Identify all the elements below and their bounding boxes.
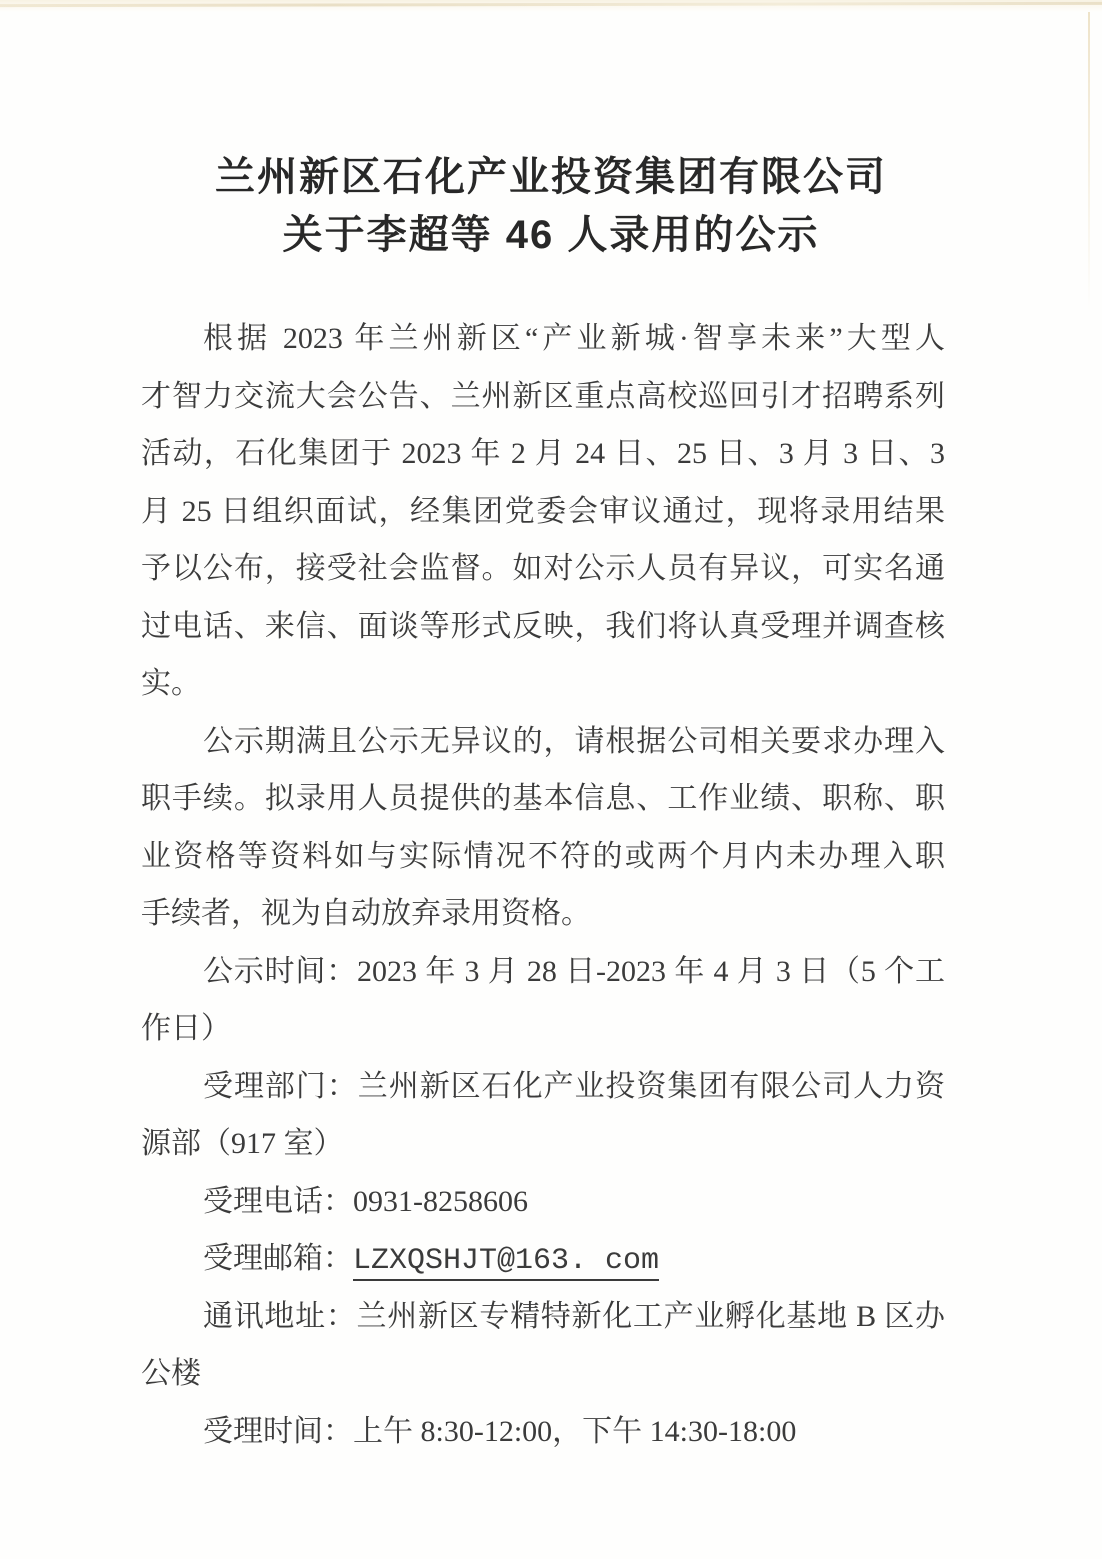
notice-period-line: 公示时间：2023 年 3 月 28 日-2023 年 4 月 3 日（5 个工 bbox=[203, 954, 945, 988]
accepting-department-line: 受理部门：兰州新区石化产业投资集团有限公司人力资 bbox=[203, 1069, 945, 1103]
paragraph1-line: 予以公布，接受社会监督。如对公示人员有异议，可实名通 bbox=[141, 552, 945, 585]
office-hours-line: 受理时间：上午 8:30-12:00，下午 14:30-18:00 bbox=[203, 1414, 797, 1448]
phone-line: 受理电话：0931-8258606 bbox=[203, 1184, 528, 1218]
email-address: LZXQSHJT@163. com bbox=[353, 1244, 659, 1281]
paragraph1-line: 根据 2023 年兰州新区“产业新城·智享未来”大型人 bbox=[203, 322, 945, 355]
paragraph1-line: 活动，石化集团于 2023 年 2 月 24 日、25 日、3 月 3 日、3 bbox=[141, 437, 945, 470]
email-line bbox=[141, 1230, 945, 1288]
address-line: 通讯地址：兰州新区专精特新化工产业孵化基地 B 区办 bbox=[203, 1299, 945, 1333]
paragraph1-line: 过电话、来信、面谈等形式反映，我们将认真受理并调查核 bbox=[141, 609, 945, 643]
accepting-department-line: 源部（917 室） bbox=[141, 1127, 344, 1160]
paragraph2-line: 手续者，视为自动放弃录用资格。 bbox=[141, 897, 591, 930]
paragraph2-line: 业资格等资料如与实际情况不符的或两个月内未办理入职 bbox=[141, 839, 945, 873]
paragraph2-line: 职手续。拟录用人员提供的基本信息、工作业绩、职称、职 bbox=[141, 782, 945, 815]
paragraph1-line: 才智力交流大会公告、兰州新区重点高校巡回引才招聘系列 bbox=[141, 379, 945, 413]
document-title-line-2: 关于李超等 46 人录用的公示 bbox=[282, 213, 820, 257]
scan-edge-right bbox=[1088, 12, 1090, 312]
paragraph2-line: 公示期满且公示无异议的，请根据公司相关要求办理入 bbox=[203, 724, 945, 758]
address-line: 公楼 bbox=[141, 1357, 201, 1390]
email-label: 受理邮箱： bbox=[203, 1242, 353, 1275]
notice-period-line: 作日） bbox=[141, 1012, 231, 1045]
document-title bbox=[0, 148, 1102, 264]
document-body bbox=[0, 310, 1102, 1460]
paragraph1-line: 实。 bbox=[141, 667, 201, 700]
document-title-line-1: 兰州新区石化产业投资集团有限公司 bbox=[215, 155, 887, 199]
paragraph1-line: 月 25 日组织面试，经集团党委会审议通过，现将录用结果 bbox=[141, 494, 945, 528]
